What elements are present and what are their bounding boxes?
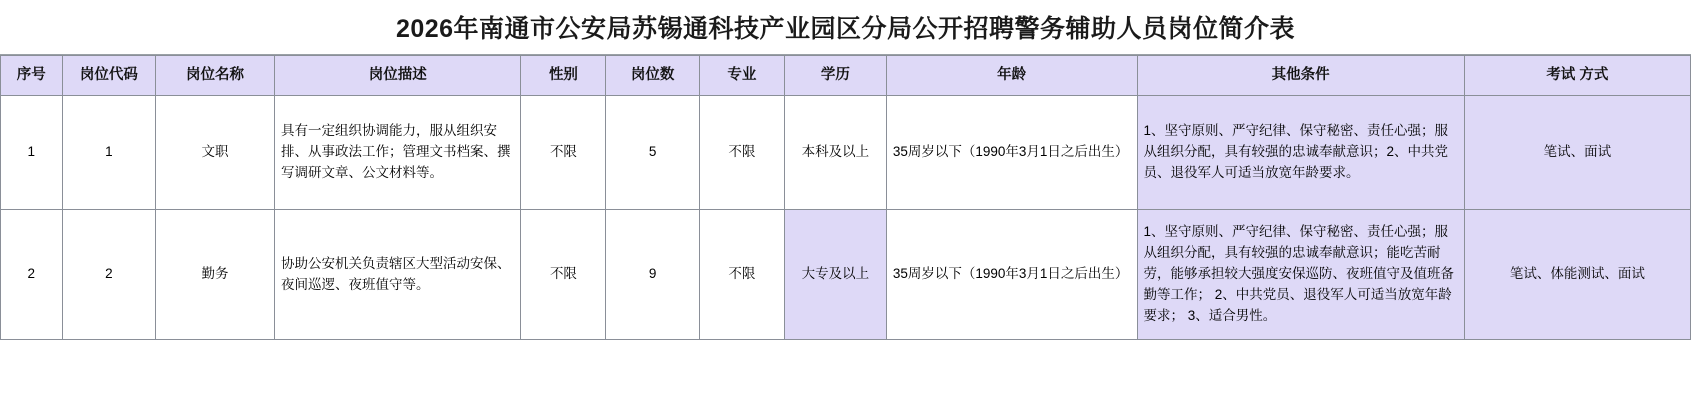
cell-exam-method: 笔试、体能测试、面试 [1464, 210, 1690, 340]
column-header-age: 年龄 [886, 56, 1137, 96]
cell-gender: 不限 [521, 96, 606, 210]
cell-description: 具有一定组织协调能力，服从组织安排、从事政法工作；管理文书档案、撰写调研文章、公文材料等。 [275, 96, 521, 210]
cell-gender: 不限 [521, 210, 606, 340]
cell-seq: 1 [1, 96, 63, 210]
cell-other-conditions: 1、坚守原则、严守纪律、保守秘密、责任心强；服从组织分配，具有较强的忠诚奉献意识；能吃苦耐劳，能够承担较大强度安保巡防、夜班值守及值班备勤等工作； 2、中共党员、退役军人可适当放宽年龄要求； 3、适合男性。 [1137, 210, 1464, 340]
column-header-major: 专业 [699, 56, 784, 96]
table-row [1, 96, 1691, 210]
table-header-row [1, 56, 1691, 96]
column-header-description: 岗位描述 [275, 56, 521, 96]
cell-code: 2 [62, 210, 155, 340]
cell-education: 本科及以上 [784, 96, 886, 210]
cell-description: 协助公安机关负责辖区大型活动安保、夜间巡逻、夜班值守等。 [275, 210, 521, 340]
cell-age: 35周岁以下（1990年3月1日之后出生） [886, 96, 1137, 210]
column-header-exam: 考试 方式 [1464, 56, 1690, 96]
cell-code: 1 [62, 96, 155, 210]
cell-name: 勤务 [156, 210, 275, 340]
table-row [1, 210, 1691, 340]
job-positions-table [0, 55, 1691, 340]
cell-other-conditions: 1、坚守原则、严守纪律、保守秘密、责任心强；服从组织分配，具有较强的忠诚奉献意识；2、中共党员、退役军人可适当放宽年龄要求。 [1137, 96, 1464, 210]
cell-major: 不限 [699, 96, 784, 210]
cell-exam-method: 笔试、面试 [1464, 96, 1690, 210]
cell-name: 文职 [156, 96, 275, 210]
cell-count: 9 [606, 210, 699, 340]
cell-education: 大专及以上 [784, 210, 886, 340]
cell-major: 不限 [699, 210, 784, 340]
column-header-count: 岗位数 [606, 56, 699, 96]
column-header-seq: 序号 [1, 56, 63, 96]
column-header-other: 其他条件 [1137, 56, 1464, 96]
cell-age: 35周岁以下（1990年3月1日之后出生） [886, 210, 1137, 340]
column-header-education: 学历 [784, 56, 886, 96]
column-header-code: 岗位代码 [62, 56, 155, 96]
cell-seq: 2 [1, 210, 63, 340]
column-header-gender: 性别 [521, 56, 606, 96]
cell-count: 5 [606, 96, 699, 210]
column-header-name: 岗位名称 [156, 56, 275, 96]
title-bar [0, 0, 1691, 55]
page-title: 2026年南通市公安局苏锡通科技产业园区分局公开招聘警务辅助人员岗位简介表 [395, 15, 1296, 43]
